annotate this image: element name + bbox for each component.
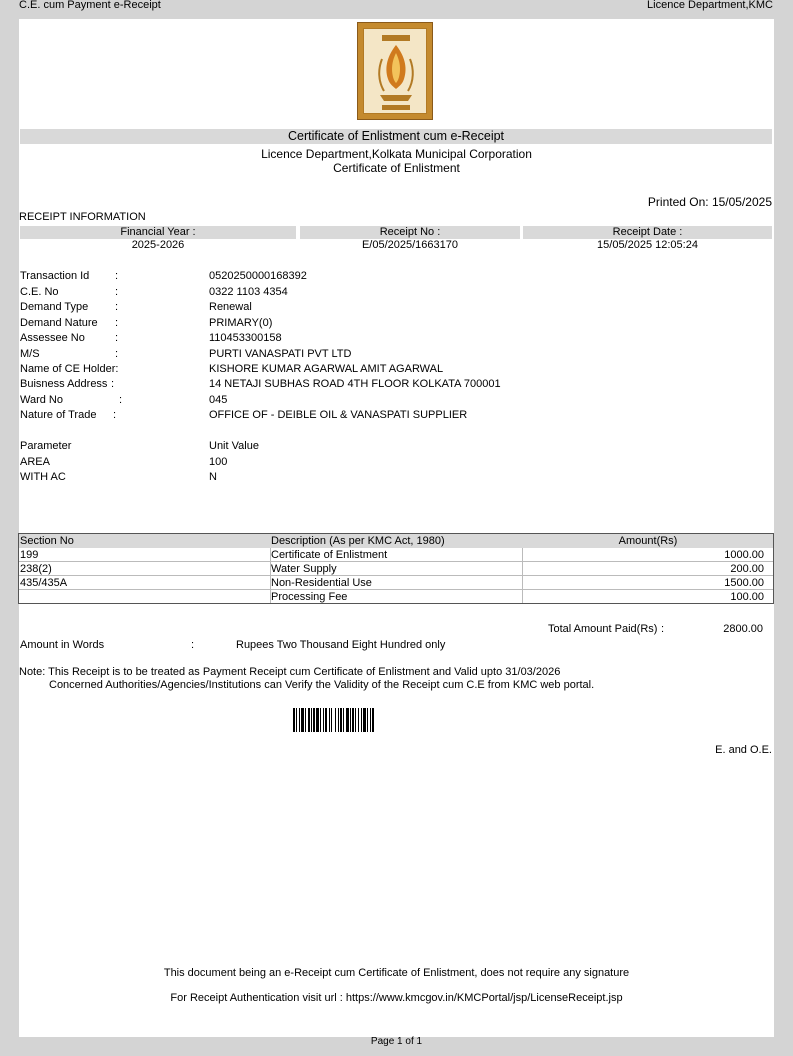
receipt-no-value: E/05/2025/1663170 [361,239,459,251]
header-right: Licence Department,KMC [647,0,773,11]
fee-table [18,533,774,604]
top-header [0,0,793,12]
header-left: C.E. cum Payment e-Receipt [19,0,161,11]
financial-year-value: 2025-2026 [131,239,185,251]
receipt-date-label: Receipt Date : [523,226,772,239]
signature-note: This document being an e-Receipt cum Certificate of Enlistment, does not require any signature [163,967,630,979]
receipt-sheet: Certificate of Enlistment cum e-Receipt Licence Department,Kolkata Municipal Corporation Certificate of Enlistment Printed On: 15/05/2025 RECEIPT INFORMATION Financial Year : Receipt No : Receipt Date : 2025-2026 E/05/2025/1663170 15/05/2025 12:05:24 Transaction Id : 0520250000168392 C.E. No : 0322 1103 4354 Demand Type : Renewal Demand Nature : PRIMARY(0) Assessee No : 110453300158 M/S : PURTI VANASPATI PVT LTD Name of CE Holder: KISHORE KUMAR AGARWAL AMIT AGARWAL Buisness Address : 14 NETAJI SUBHAS ROAD 4TH FLOOR KOLKATA 700001 Ward No : 045 Nature of Trade : OFFICE OF - DEIBLE OIL & VANASPATI SUPPLIER Parameter Unit Value AREA 100 WITH AC N Section No Description (As per KMC Act, 1980) Amount(Rs) 199 Certificate of Enlistment 1000.00 238(2) Water Supply 200.00 435/435A Non-Residential Use 1500.00 Processing Fee 100.00 Total Amount Paid(Rs) : 2800.00 Amount in Words : Rupees Two Thousand Eight Hundred only Note: This Receipt is to be treated as Payment Receipt cum Certificate of Enlistment and Valid upto 31/03/2026 Concerned Authorities/Agencies/Institutions can Verify the Validity of the Receipt cum C.E from KMC web portal. E. and O.E. This document being an e-Receipt cum Certificate of Enlistment, does not require any signature For Receipt Authentication visit url : https://www.kmcgov.in/KMCPortal/jsp/LicenseReceipt.jsp [19,19,774,1037]
total-amount: 2800.00 [723,623,763,635]
receipt-info-label: RECEIPT INFORMATION [19,211,146,223]
authentication-url[interactable]: For Receipt Authentication visit url : https://www.kmcgov.in/KMCPortal/jsp/LicenseReceipt.jsp [170,992,623,1004]
printed-on: Printed On: 15/05/2025 [647,195,772,209]
table-row: Processing Fee 100.00 [271,591,764,603]
certificate-label: Certificate of Enlistment [333,161,460,175]
total-colon: : [661,623,665,635]
amount-words-colon: : [191,639,195,651]
table-row: 435/435A Non-Residential Use 1500.00 [20,577,764,589]
table-row: 199 Certificate of Enlistment 1000.00 [20,549,764,561]
amount-words-label: Amount in Words [20,639,105,651]
page-number: Page 1 of 1 [370,1036,423,1047]
fee-table-header: Section No Description (As per KMC Act, 1980) Amount(Rs) [19,534,773,548]
table-row: 238(2) Water Supply 200.00 [20,563,764,575]
receipt-date-value: 15/05/2025 12:05:24 [597,239,698,251]
kmc-emblem-icon [357,22,433,120]
validity-note: Note: This Receipt is to be treated as Payment Receipt cum Certificate of Enlistment and Valid upto 31/03/2026 [19,666,561,678]
amount-words-value: Rupees Two Thousand Eight Hundred only [236,639,446,651]
eoe-label: E. and O.E. [715,744,772,756]
financial-year-label: Financial Year : [20,226,296,239]
barcode-icon [293,708,391,732]
verification-note: Concerned Authorities/Agencies/Institutions can Verify the Validity of the Receipt cum C.E from KMC web portal. [49,679,595,691]
department-name: Licence Department,Kolkata Municipal Corporation [261,147,532,161]
total-label: Total Amount Paid(Rs) [548,623,658,635]
receipt-no-label: Receipt No : [300,226,520,239]
document-title: Certificate of Enlistment cum e-Receipt [20,129,772,144]
